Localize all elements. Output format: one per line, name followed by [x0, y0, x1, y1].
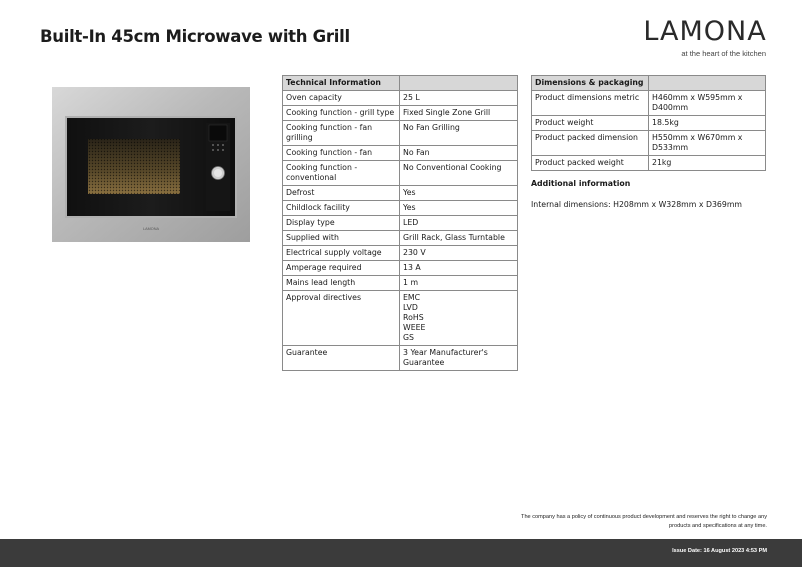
spec-value: No Conventional Cooking	[400, 161, 518, 186]
spec-key: Display type	[283, 216, 400, 231]
approval-directive: EMC	[403, 293, 421, 302]
spec-key: Product packed dimension	[532, 131, 649, 156]
appliance-brand-mark: LAMONA	[142, 227, 160, 231]
spec-key: Guarantee	[283, 346, 400, 371]
spec-key: Supplied with	[283, 231, 400, 246]
spec-key: Cooking function - fan	[283, 146, 400, 161]
table-row	[532, 156, 766, 171]
table-row	[283, 261, 518, 276]
spec-value: 21kg	[649, 156, 766, 171]
additional-information-text: Internal dimensions: H208mm x W328mm x D369mm	[531, 200, 743, 209]
table-row	[283, 186, 518, 201]
spec-key: Cooking function - grill type	[283, 106, 400, 121]
table-row	[532, 91, 766, 116]
spec-value: 230 V	[400, 246, 518, 261]
spec-value	[400, 291, 518, 346]
table-row	[283, 91, 518, 106]
spec-key: Defrost	[283, 186, 400, 201]
spec-value: 18.5kg	[649, 116, 766, 131]
approval-directive: LVD	[403, 303, 418, 312]
spec-key: Product dimensions metric	[532, 91, 649, 116]
table-row	[283, 246, 518, 261]
table-row	[283, 121, 518, 146]
spec-key: Cooking function - conventional	[283, 161, 400, 186]
spec-value: 13 A	[400, 261, 518, 276]
table-row	[283, 276, 518, 291]
spec-value: LED	[400, 216, 518, 231]
additional-information-heading: Additional information	[531, 179, 631, 188]
table-row	[532, 131, 766, 156]
spec-value: Yes	[400, 201, 518, 216]
spec-value: No Fan	[400, 146, 518, 161]
table-row	[283, 201, 518, 216]
table-row	[283, 231, 518, 246]
table-row	[283, 216, 518, 231]
spec-value: 1 m	[400, 276, 518, 291]
table-row	[283, 346, 518, 371]
table-header-row	[532, 76, 766, 91]
spec-value: 25 L	[400, 91, 518, 106]
table-header-row	[283, 76, 518, 91]
microwave-product-image	[52, 87, 250, 242]
spec-key: Approval directives	[283, 291, 400, 346]
disclaimer-text: The company has a policy of continuous product development and reserves the right to change any products and specifications at any time.	[521, 514, 767, 529]
issue-date: Issue Date: 16 August 2023 4:53 PM	[672, 548, 767, 554]
spec-key: Oven capacity	[283, 91, 400, 106]
spec-key: Electrical supply voltage	[283, 246, 400, 261]
table-header-blank	[649, 76, 766, 91]
spec-value: H550mm x W670mm x D533mm	[649, 131, 766, 156]
table-header: Technical Information	[283, 76, 400, 91]
table-header: Dimensions & packaging	[532, 76, 649, 91]
spec-value: 3 Year Manufacturer's Guarantee	[400, 346, 518, 371]
logo-wordmark: LAMONA	[643, 16, 767, 47]
spec-value: Grill Rack, Glass Turntable	[400, 231, 518, 246]
table-row	[283, 161, 518, 186]
brand-logo	[640, 16, 770, 58]
spec-key: Amperage required	[283, 261, 400, 276]
approval-directive: WEEE	[403, 323, 426, 332]
footer-bar	[0, 539, 802, 567]
table-row	[283, 291, 518, 346]
page-title: Built-In 45cm Microwave with Grill	[40, 27, 350, 46]
approval-directive: GS	[403, 333, 414, 342]
spec-key: Cooking function - fan grilling	[283, 121, 400, 146]
dimensions-packaging-table	[531, 75, 766, 171]
table-row	[532, 116, 766, 131]
table-header-blank	[400, 76, 518, 91]
spec-value: H460mm x W595mm x D400mm	[649, 91, 766, 116]
table-row	[283, 146, 518, 161]
spec-key: Product packed weight	[532, 156, 649, 171]
technical-information-table	[282, 75, 518, 371]
approval-directive: RoHS	[403, 313, 424, 322]
spec-value: Yes	[400, 186, 518, 201]
spec-key: Product weight	[532, 116, 649, 131]
spec-key: Childlock facility	[283, 201, 400, 216]
table-row	[283, 106, 518, 121]
spec-key: Mains lead length	[283, 276, 400, 291]
spec-value: No Fan Grilling	[400, 121, 518, 146]
logo-tagline: at the heart of the kitchen	[681, 49, 766, 58]
spec-value: Fixed Single Zone Grill	[400, 106, 518, 121]
